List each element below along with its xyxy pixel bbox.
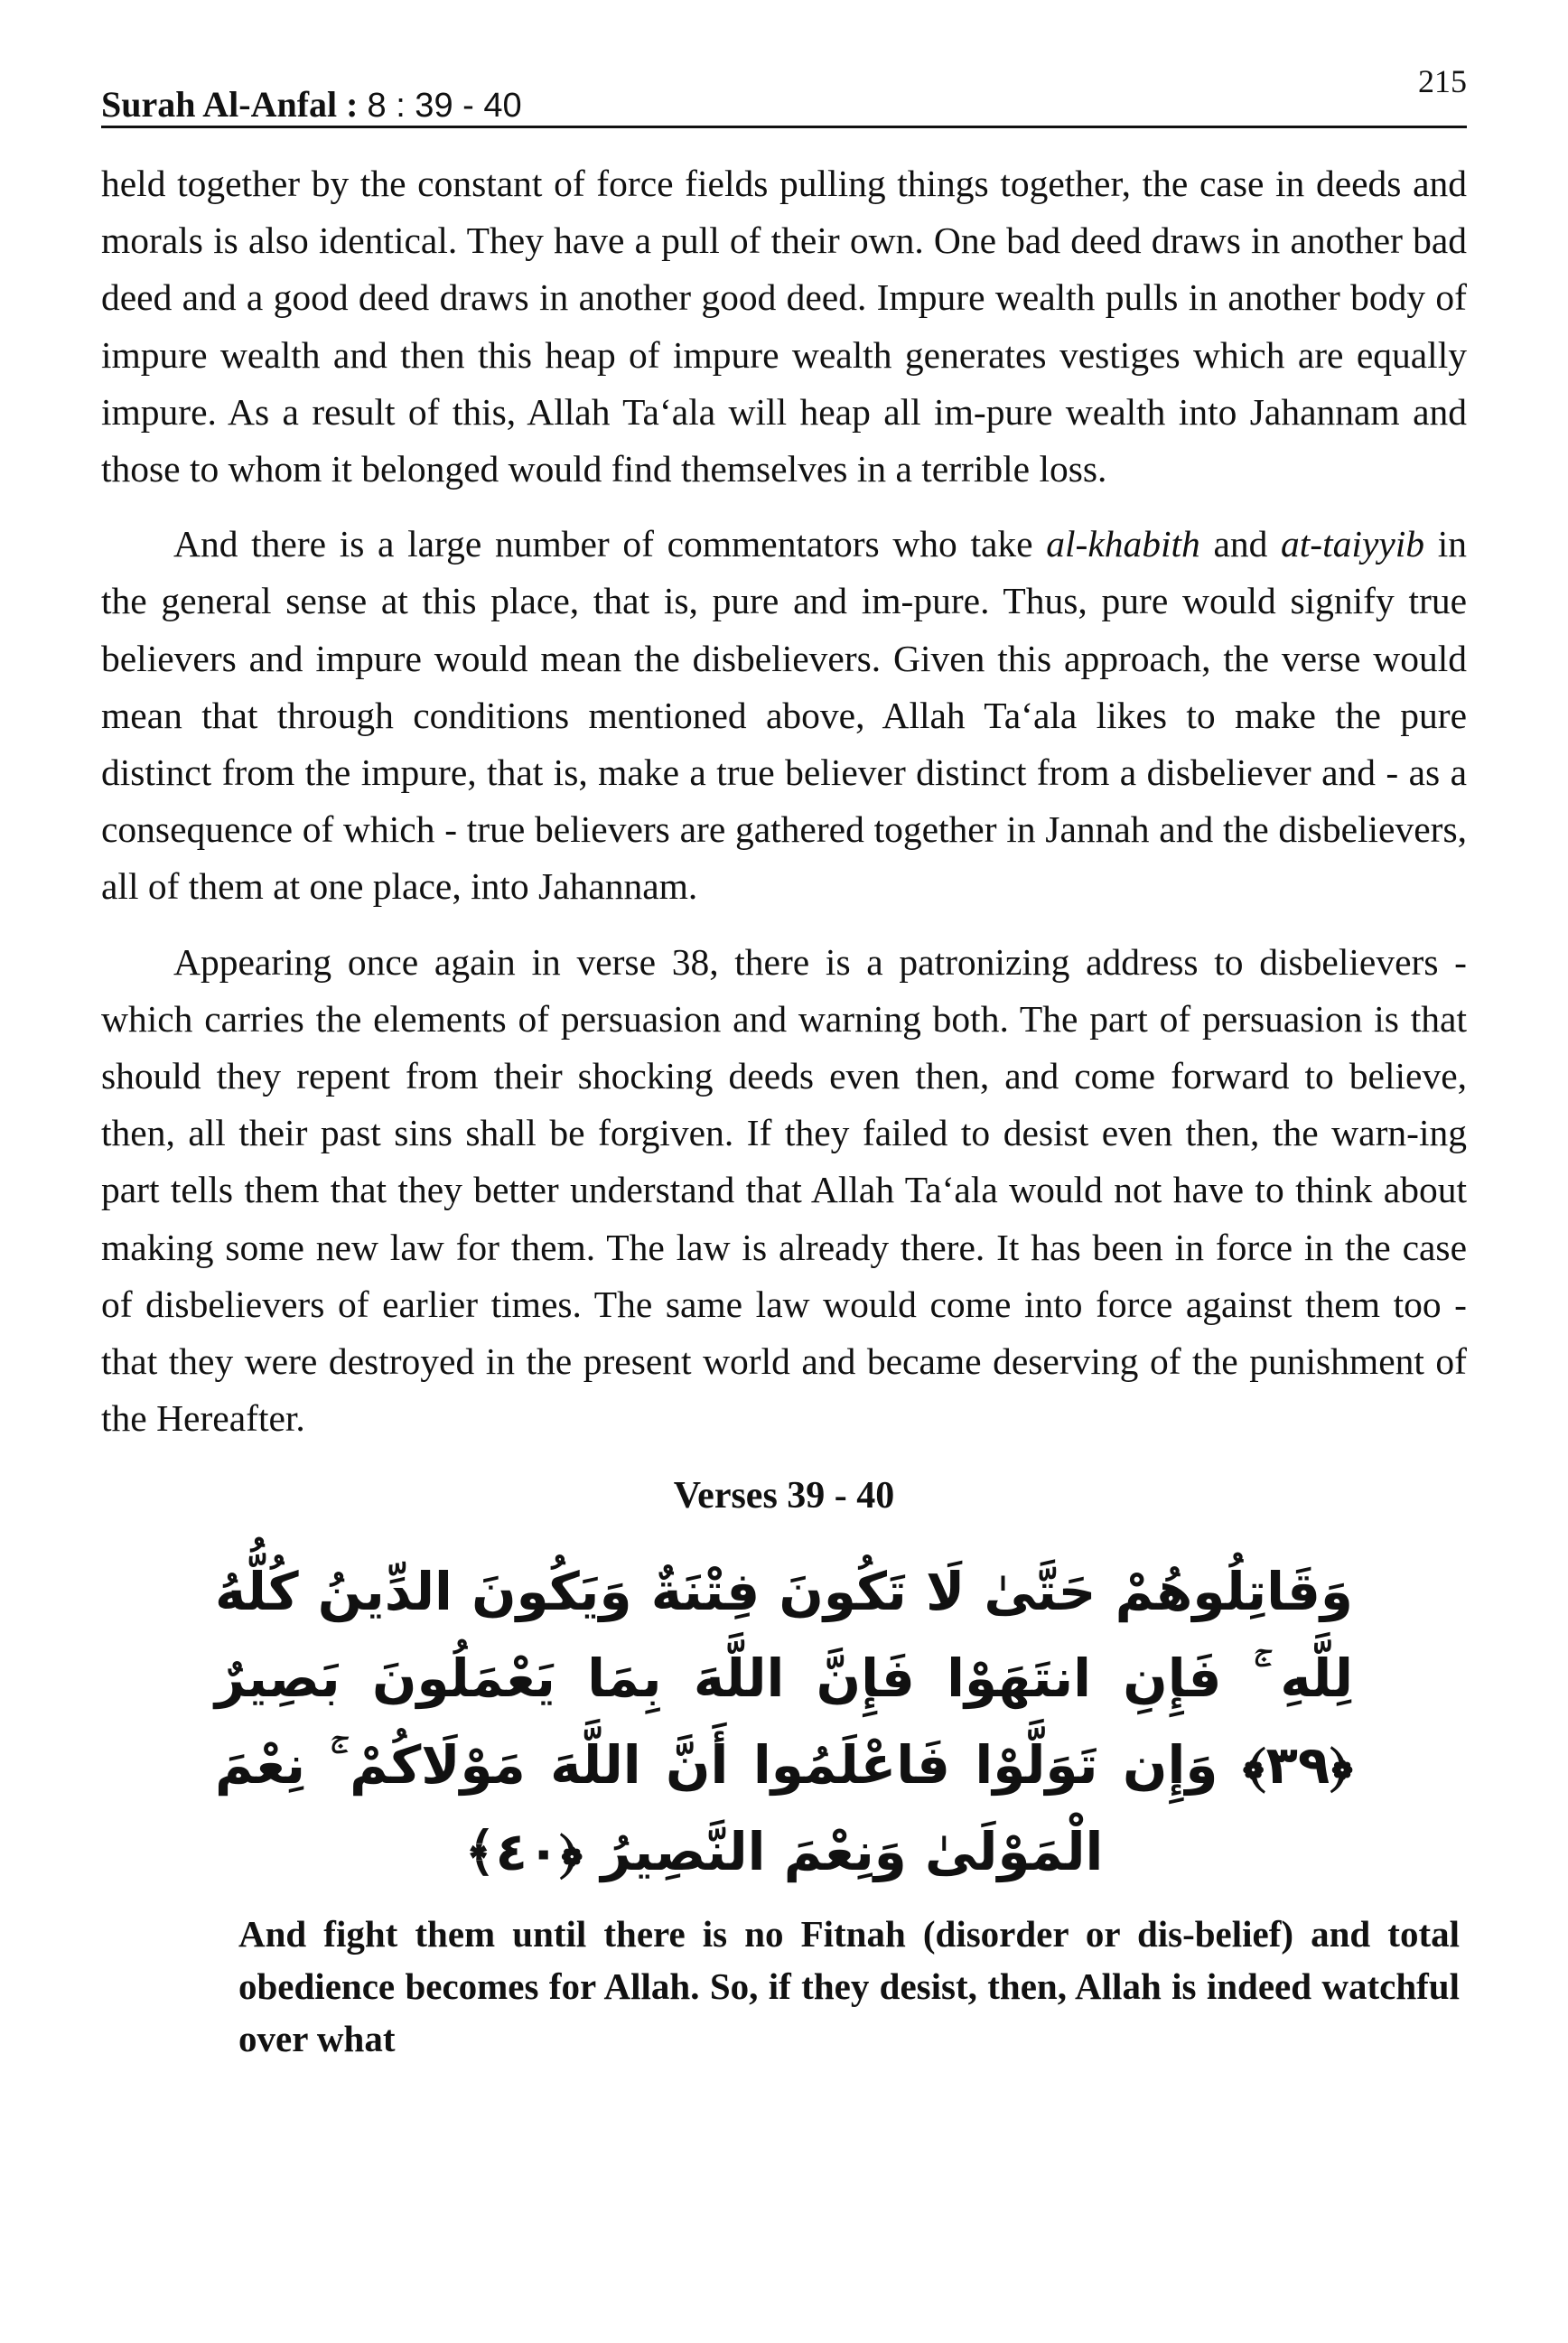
paragraph-text: in the general sense at this place, that is, pure and im-pure. Thus, pure would signify true believers and impure would mean the disbelievers. Given this approach, the verse would mean that through conditions mentioned above, Allah Ta‘ala likes to make the pure distinct from the impure, that is, make a true believer distinct from a disbeliever and - as a consequence of which - true believers are gathered together in Jannah and the disbelievers, all of them at one place, into Jahannam. [101, 523, 1467, 908]
paragraph-verse-38: Appearing once again in verse 38, there is a patronizing address to disbelievers - which carries the elements of persuasion and warning both. The part of persuasion is that should they repent from their shocking deeds even then, and come forward to believe, then, all their past sins shall be forgiven. If they failed to desist even then, the warn-ing part tells them that they better understand that Allah Ta‘ala would not have to think about making some new law for them. The law is already there. It has been in force in the case of disbelievers of earlier times. The same law would come into force against them too - that they were destroyed in the present world and became deserving of the punishment of the Hereafter. [101, 940, 1467, 1440]
term-at-taiyyib: at-taiyyib [1281, 523, 1425, 565]
verses-heading: Verses 39 - 40 [673, 1475, 895, 1517]
paragraph-commentators [101, 516, 1467, 915]
body-text [101, 155, 1467, 2065]
paragraph-continued: held together by the constant of force fields pulling things together, the case in deeds and morals is also identical. They have a pull of their own. One bad deed draws in another bad deed and a good deed draws in another good deed. Impure wealth pulls in another body of impure wealth and then this heap of impure wealth generates vestiges which are equally impure. As a result of this, Allah Ta‘ala will heap all im-pure wealth into Jahannam and those to whom it belonged would find themselves in a terrible loss. [101, 163, 1467, 490]
arabic-verse-text: وَقَاتِلُوهُمْ حَتَّىٰ لَا تَكُونَ فِتْنَةٌ وَيَكُونَ الدِّينُ كُلُّهُ لِلَّهِ ۚ فَإِنِ انتَهَوْا فَإِنَّ اللَّهَ بِمَا يَعْمَلُونَ بَصِيرٌ ﴿٣٩﴾ وَإِن تَوَلَّوْا فَاعْلَمُوا أَنَّ اللَّهَ مَوْلَاكُمْ ۚ نِعْمَ الْمَوْلَىٰ وَنِعْمَ النَّصِيرُ ﴿٤٠﴾ [215, 1561, 1353, 1883]
verse-reference: 8 : 39 - 40 [367, 87, 522, 125]
paragraph-text: and [1199, 523, 1282, 565]
paragraph-text: And there is a large number of commentators who take [173, 523, 1047, 565]
running-header [101, 65, 1467, 128]
verse-translation: And fight them until there is no Fitnah (disorder or dis-belief) and total obedience becomes for Allah. So, if they desist, then, Allah is indeed watchful over what [238, 1913, 1460, 2060]
header-rule [101, 126, 1467, 128]
surah-name: Surah Al-Anfal : [101, 84, 359, 125]
running-title [101, 84, 522, 125]
term-al-khabith: al-khabith [1046, 523, 1200, 565]
page-number: 215 [1418, 63, 1467, 99]
